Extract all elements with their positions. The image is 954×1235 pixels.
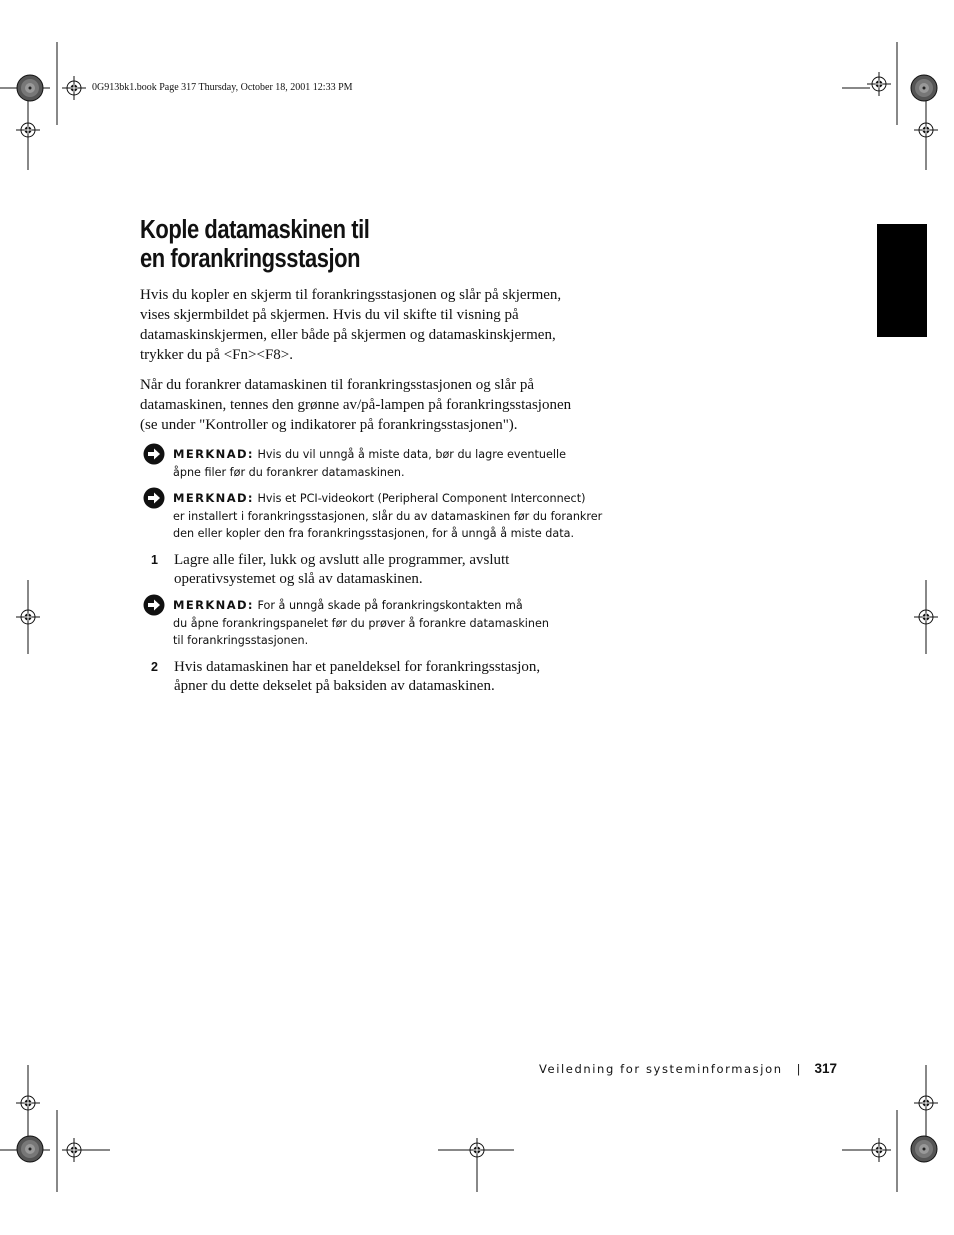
note-line-text: Hvis et PCI-videokort (Peripheral Component Interconnect) bbox=[257, 492, 586, 505]
paragraph-line: datamaskinen, tennes den grønne av/på-lampen på forankringsstasjonen bbox=[140, 397, 572, 413]
note-line: er installert i forankringsstasjonen, slår du av datamaskinen før du forankrer bbox=[173, 509, 603, 523]
printer-color-wheel bbox=[17, 75, 43, 101]
footer-separator: | bbox=[796, 1062, 801, 1076]
note-arrow-icon bbox=[143, 594, 165, 616]
registration-mark-icon bbox=[16, 1091, 40, 1115]
step-number: 2 bbox=[151, 660, 158, 674]
page-title bbox=[140, 216, 369, 274]
note-line bbox=[173, 490, 602, 508]
step-text bbox=[174, 658, 540, 696]
thumb-index-tab bbox=[877, 224, 927, 337]
paragraph-line: (se under "Kontroller og indikatorer på forankringsstasjonen"). bbox=[140, 417, 518, 433]
step-line: Lagre alle filer, lukk og avslutt alle programmer, avslutt bbox=[174, 552, 510, 568]
note-line: åpne filer før du forankrer datamaskinen. bbox=[173, 465, 405, 479]
registration-mark-icon bbox=[465, 1138, 489, 1162]
note-text bbox=[173, 597, 549, 650]
paragraph-line: Når du forankrer datamaskinen til forankringsstasjonen og slår på bbox=[140, 377, 535, 393]
registration-mark-icon bbox=[867, 1138, 891, 1162]
note-label: MERKNAD: bbox=[173, 447, 254, 461]
intro-paragraph bbox=[140, 285, 561, 365]
step-line: operativsystemet og slå av datamaskinen. bbox=[174, 571, 423, 587]
note-line: du åpne forankringspanelet før du prøver å forankre datamaskinen bbox=[173, 616, 549, 630]
paragraph-line: vises skjermbildet på skjermen. Hvis du vil skifte til visning på bbox=[140, 307, 519, 323]
registration-mark-icon bbox=[914, 1091, 938, 1115]
page-title-line: en forankringsstasjon bbox=[140, 245, 361, 273]
paragraph-line: datamaskinskjermen, eller både på skjermen og datamaskinskjermen, bbox=[140, 327, 556, 343]
note-line-text: Hvis du vil unngå å miste data, bør du lagre eventuelle bbox=[257, 448, 566, 461]
page-number: 317 bbox=[814, 1061, 837, 1076]
note-text bbox=[173, 446, 566, 481]
paragraph-line: Hvis du kopler en skjerm til forankringsstasjonen og slår på skjermen, bbox=[140, 287, 562, 303]
page-title-line: Kople datamaskinen til bbox=[140, 216, 370, 244]
note-label: MERKNAD: bbox=[173, 491, 254, 505]
note-line: den eller kopler den fra forankringsstasjonen, for å unngå å miste data. bbox=[173, 527, 575, 540]
printer-color-wheel bbox=[17, 1136, 43, 1162]
step-number: 1 bbox=[151, 553, 158, 567]
registration-mark-icon bbox=[16, 605, 40, 629]
registration-mark-icon bbox=[62, 1138, 86, 1162]
paragraph-line: trykker du på <Fn><F8>. bbox=[140, 347, 293, 363]
step-text bbox=[174, 551, 509, 589]
step-line: Hvis datamaskinen har et paneldeksel for forankringsstasjon, bbox=[174, 659, 541, 675]
note-arrow-icon bbox=[143, 443, 165, 465]
footer-section-title: Veiledning for systeminformasjon bbox=[538, 1062, 783, 1076]
registration-mark-icon bbox=[914, 118, 938, 142]
note-arrow-icon bbox=[143, 487, 165, 509]
note-line-text: For å unngå skade på forankringskontakten må bbox=[257, 599, 523, 612]
note-label: MERKNAD: bbox=[173, 598, 254, 612]
registration-mark-icon bbox=[914, 605, 938, 629]
printer-color-wheel bbox=[911, 75, 937, 101]
printer-color-wheel bbox=[911, 1136, 937, 1162]
print-slug-line: 0G913bk1.book Page 317 Thursday, October 18, 2001 12:33 PM bbox=[92, 82, 353, 93]
note-line bbox=[173, 446, 566, 464]
registration-mark-icon bbox=[62, 76, 86, 100]
step-line: åpner du dette dekselet på baksiden av datamaskinen. bbox=[174, 678, 495, 694]
note-line: til forankringsstasjonen. bbox=[173, 634, 309, 647]
registration-mark-icon bbox=[867, 72, 891, 96]
note-line bbox=[173, 597, 549, 615]
docking-paragraph bbox=[140, 375, 571, 435]
page-footer bbox=[539, 1061, 837, 1076]
note-text bbox=[173, 490, 602, 543]
registration-mark-icon bbox=[16, 118, 40, 142]
